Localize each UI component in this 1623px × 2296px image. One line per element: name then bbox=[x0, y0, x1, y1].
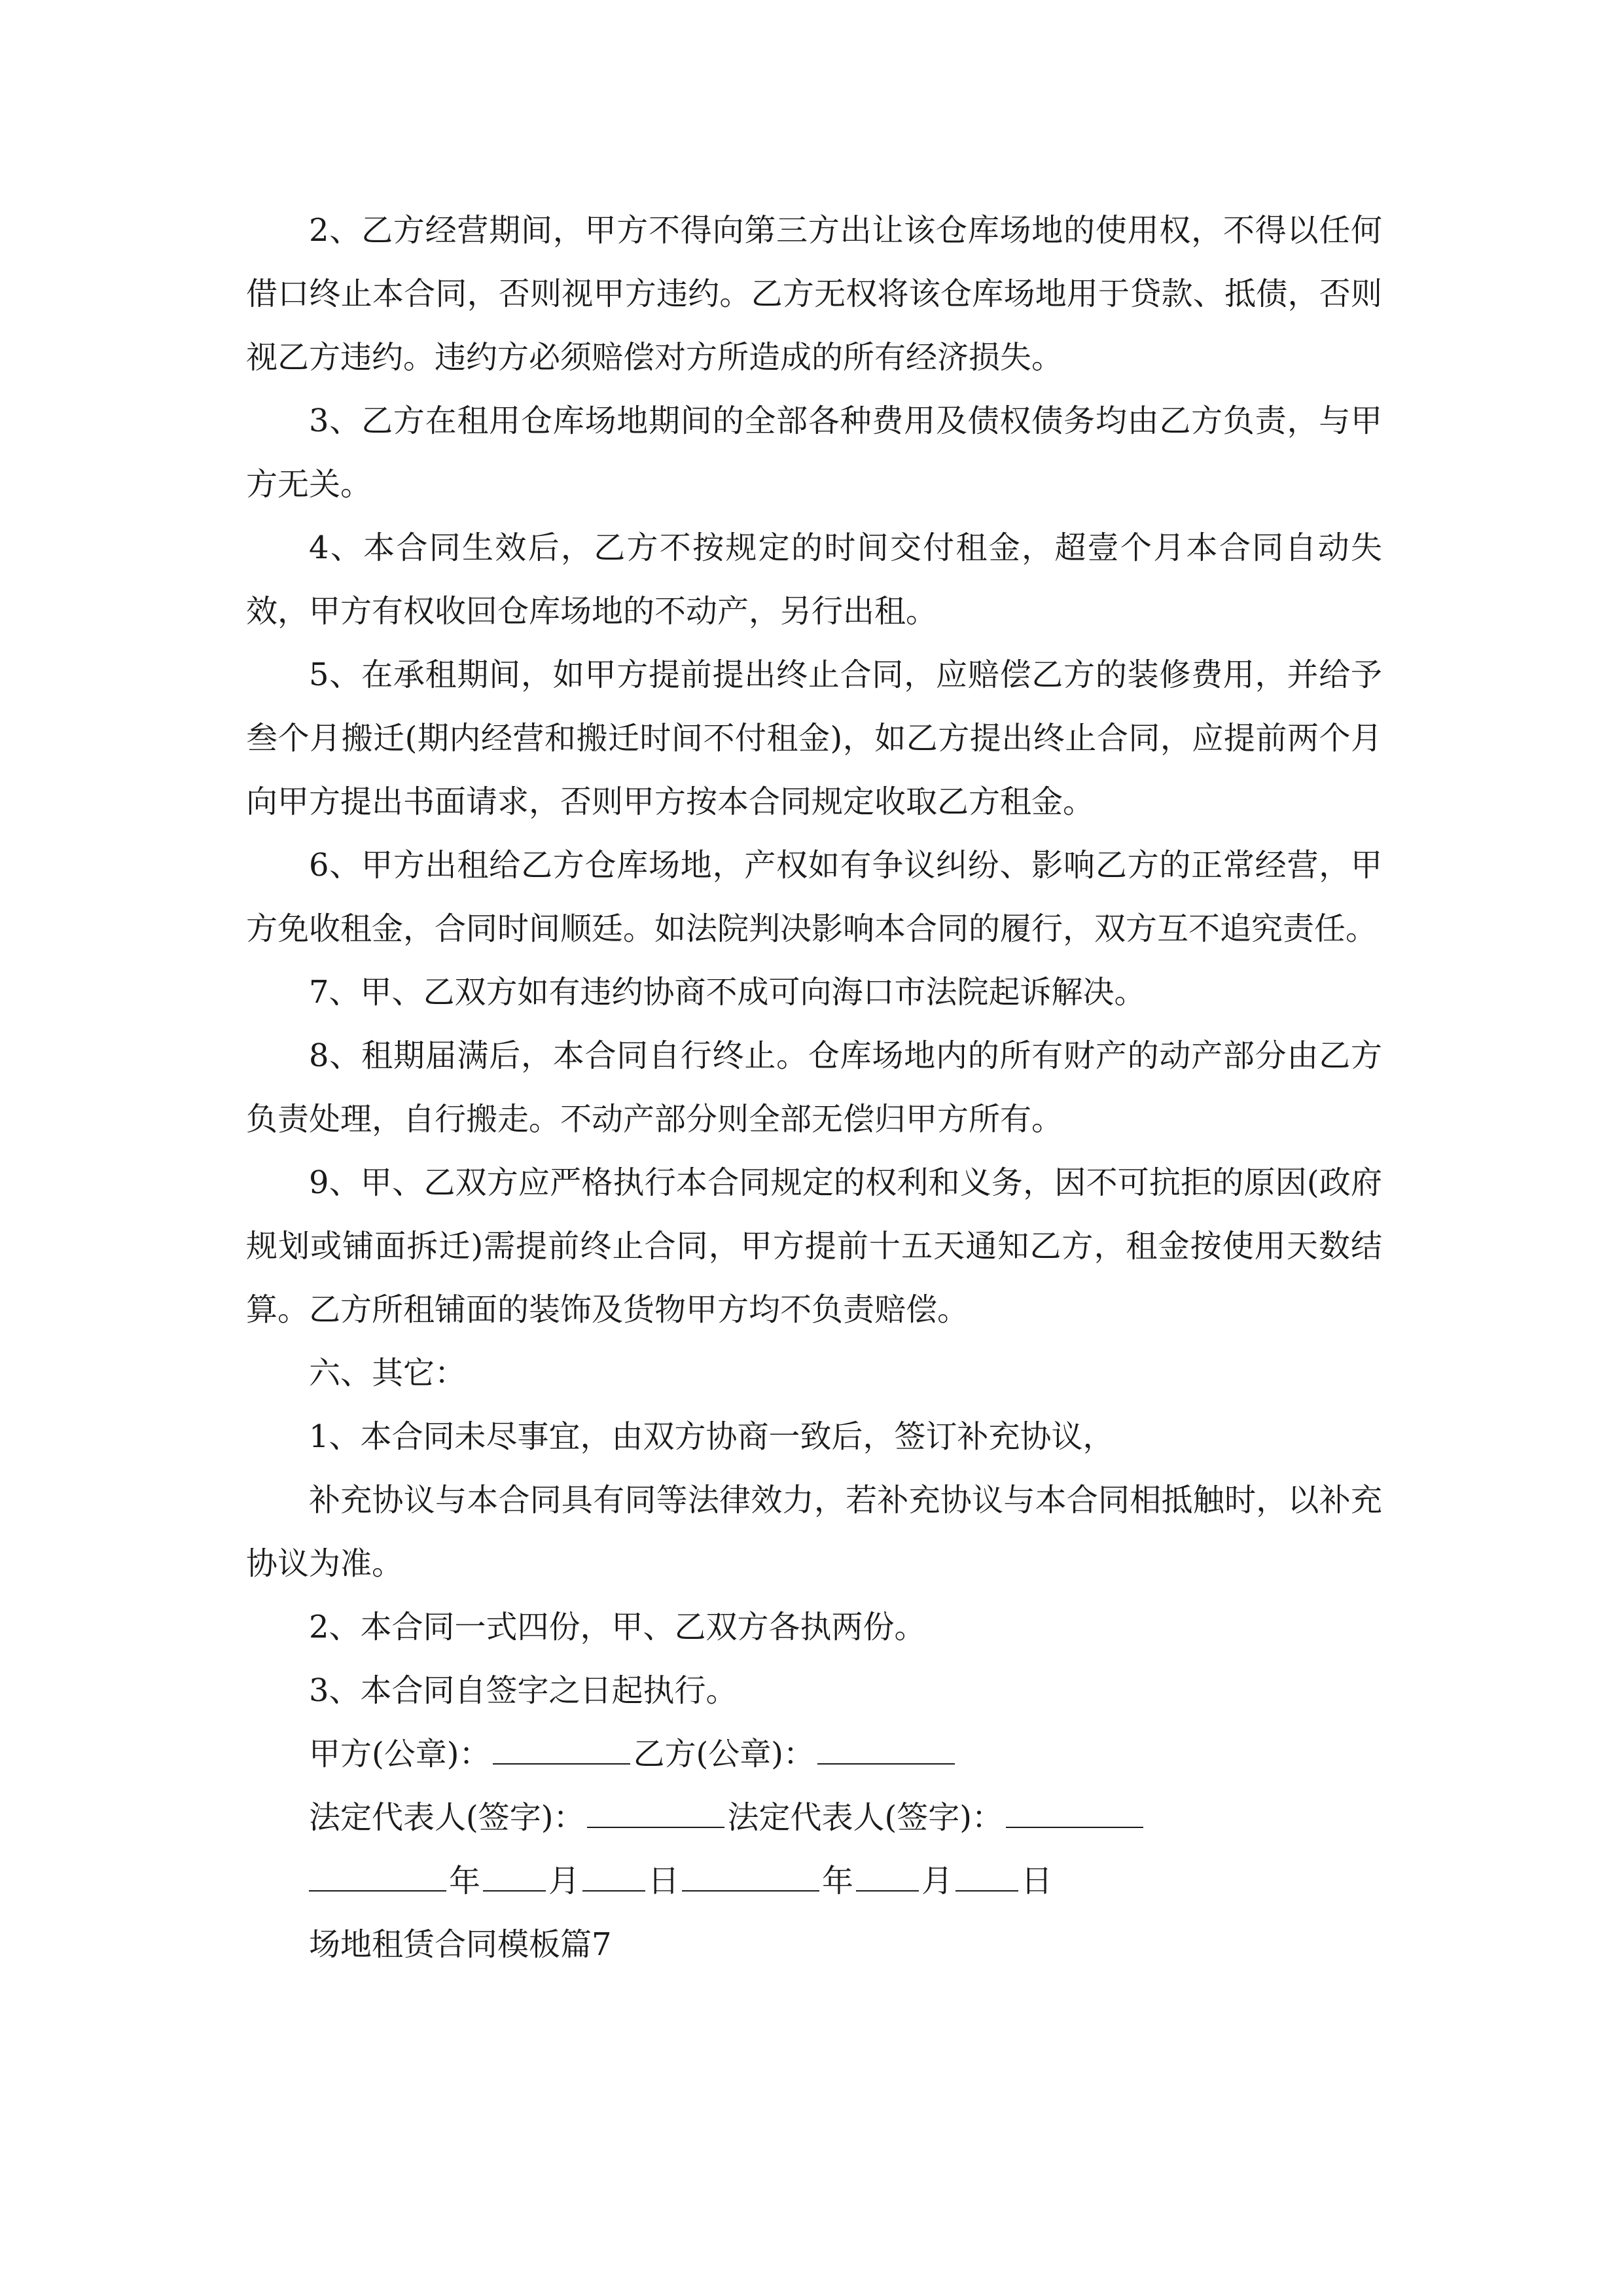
clause-6: 6、甲方出租给乙方仓库场地，产权如有争议纠纷、影响乙方的正常经营，甲方免收租金，合同时间顺廷。如法院判决影响本合同的履行，双方互不追究责任。 bbox=[246, 847, 1382, 947]
month-b-blank bbox=[856, 1864, 919, 1892]
year-b-blank bbox=[682, 1864, 819, 1892]
party-a-seal-blank bbox=[493, 1737, 630, 1765]
day-b-blank bbox=[955, 1864, 1018, 1892]
clause-2: 2、乙方经营期间，甲方不得向第三方出让该仓库场地的使用权，不得以任何借口终止本合同，否则视甲方违约。乙方无权将该仓库场地用于贷款、抵债，否则视乙方违约。违约方必须赔偿对方所造成的所有经济损失。 bbox=[246, 212, 1382, 376]
day-b-label: 日 bbox=[1021, 1863, 1053, 1899]
section-heading-other: 六、其它： bbox=[309, 1355, 467, 1391]
year-b-label: 年 bbox=[822, 1863, 854, 1899]
clause-3: 3、乙方在租用仓库场地期间的全部各种费用及债权债务均由乙方负责，与甲方无关。 bbox=[246, 403, 1382, 503]
party-a-seal-label: 甲方(公章)： bbox=[309, 1736, 491, 1772]
rep-a-blank bbox=[587, 1801, 724, 1828]
other-clause-1-cont: 补充协议与本合同具有同等法律效力，若补充协议与本合同相抵触时，以补充协议为准。 bbox=[246, 1482, 1382, 1582]
clause-5: 5、在承租期间，如甲方提前提出终止合同，应赔偿乙方的装修费用，并给予叁个月搬迁(期内经营和搬迁时间不付租金)，如乙方提出终止合同，应提前两个月向甲方提出书面请求，否则甲方按本合同规定收取乙方租金。 bbox=[246, 656, 1382, 820]
other-clause-1: 1、本合同未尽事宜，由双方协商一致后，签订补充协议， bbox=[309, 1418, 1115, 1455]
year-a-label: 年 bbox=[449, 1863, 481, 1899]
month-a-blank bbox=[483, 1864, 546, 1892]
clause-7: 7、甲、乙双方如有违约协商不成可向海口市法院起诉解决。 bbox=[309, 974, 1146, 1011]
rep-a-label: 法定代表人(签字)： bbox=[309, 1799, 585, 1836]
clause-9: 9、甲、乙双方应严格执行本合同规定的权利和义务，因不可抗拒的原因(政府规划或铺面拆迁)需提前终止合同，甲方提前十五天通知乙方，租金按使用天数结算。乙方所租铺面的装饰及货物甲方均不负责赔偿。 bbox=[246, 1164, 1382, 1328]
document-body bbox=[246, 199, 1382, 1977]
date-line bbox=[246, 1850, 1382, 1913]
party-b-seal-label: 乙方(公章)： bbox=[633, 1736, 815, 1772]
seal-line bbox=[246, 1723, 1382, 1786]
other-clause-2: 2、本合同一式四份，甲、乙双方各执两份。 bbox=[309, 1609, 926, 1645]
day-a-blank bbox=[582, 1864, 645, 1892]
month-b-label: 月 bbox=[921, 1863, 954, 1899]
rep-b-blank bbox=[1006, 1801, 1143, 1828]
day-a-label: 日 bbox=[648, 1863, 680, 1899]
month-a-label: 月 bbox=[548, 1863, 580, 1899]
next-section-heading: 场地租赁合同模板篇7 bbox=[309, 1926, 612, 1963]
party-b-seal-blank bbox=[817, 1737, 955, 1765]
rep-b-label: 法定代表人(签字)： bbox=[727, 1799, 1003, 1836]
clause-8: 8、租期届满后，本合同自行终止。仓库场地内的所有财产的动产部分由乙方负责处理，自行搬走。不动产部分则全部无偿归甲方所有。 bbox=[246, 1037, 1382, 1138]
clause-4: 4、本合同生效后，乙方不按规定的时间交付租金，超壹个月本合同自动失效，甲方有权收回仓库场地的不动产，另行出租。 bbox=[246, 529, 1382, 630]
year-a-blank bbox=[309, 1864, 446, 1892]
other-clause-3: 3、本合同自签字之日起执行。 bbox=[309, 1672, 738, 1709]
representative-line bbox=[246, 1786, 1382, 1850]
